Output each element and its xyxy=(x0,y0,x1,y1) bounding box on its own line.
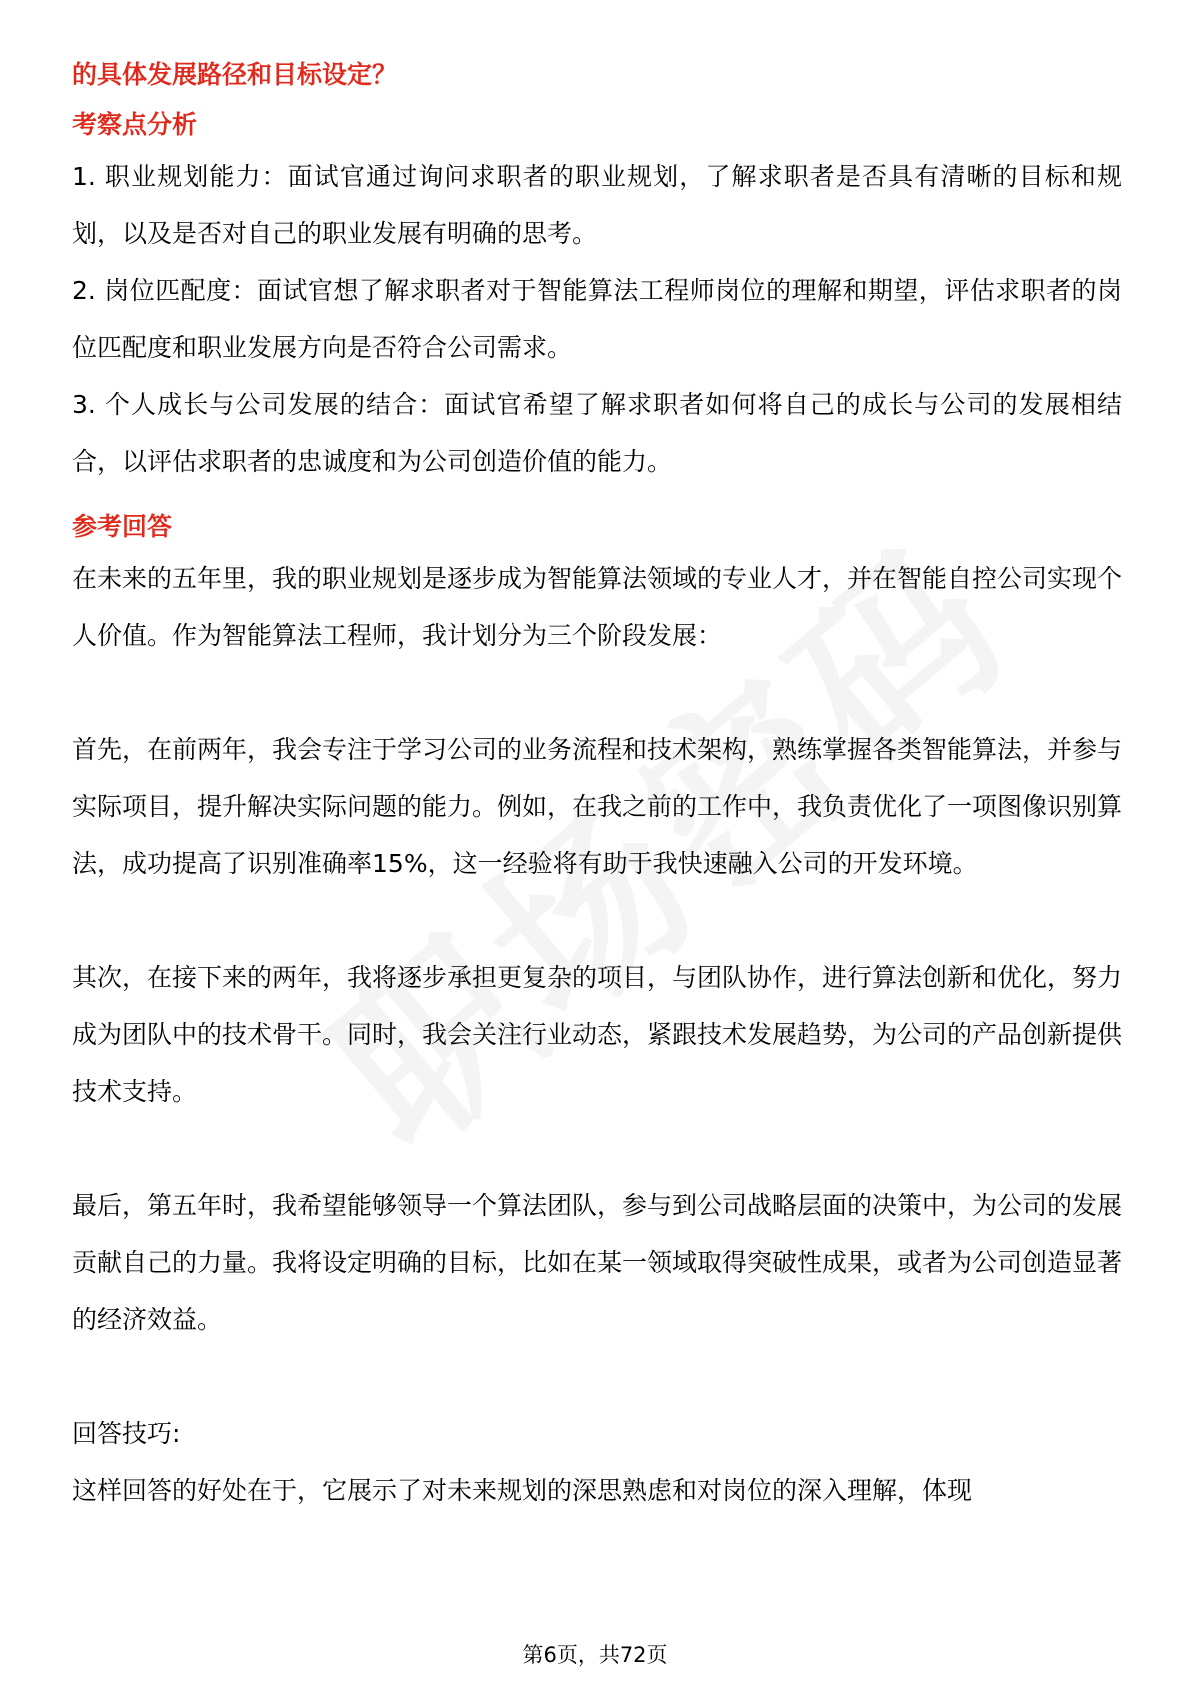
analysis-point-3: 3. 个人成长与公司发展的结合：面试官希望了解求职者如何将自己的成长与公司的发展相结合，以评估求职者的忠诚度和为公司创造价值的能力。 xyxy=(72,390,1122,476)
analysis-heading: 考察点分析 xyxy=(72,110,198,139)
paragraph-gap xyxy=(72,1348,1122,1405)
analysis-point-1: 1. 职业规划能力：面试官通过询问求职者的职业规划，了解求职者是否具有清晰的目标和规划，以及是否对自己的职业发展有明确的思考。 xyxy=(72,162,1122,248)
analysis-point-2: 2. 岗位匹配度：面试官想了解求职者对于智能算法工程师岗位的理解和期望，评估求职者的岗位匹配度和职业发展方向是否符合公司需求。 xyxy=(72,276,1122,362)
page-number: 第6页，共72页 xyxy=(522,1643,668,1667)
reference-paragraph-2: 首先，在前两年，我会专注于学习公司的业务流程和技术架构，熟练掌握各类智能算法，并参与实际项目，提升解决实际问题的能力。例如，在我之前的工作中，我负责优化了一项图像识别算法，成功提高了识别准确率15%，这一经验将有助于我快速融入公司的开发环境。 xyxy=(72,735,1123,878)
reference-paragraph-3: 其次，在接下来的两年，我将逐步承担更复杂的项目，与团队协作，进行算法创新和优化，努力成为团队中的技术骨干。同时，我会关注行业动态，紧跟技术发展趋势，为公司的产品创新提供技术支持。 xyxy=(72,963,1123,1106)
document-page xyxy=(72,58,1122,1519)
tips-heading: 回答技巧: xyxy=(72,1419,181,1448)
tips-text: 这样回答的好处在于，它展示了对未来规划的深思熟虑和对岗位的深入理解，体现 xyxy=(72,1476,973,1505)
paragraph-gap xyxy=(72,1120,1122,1177)
reference-paragraph-1: 在未来的五年里，我的职业规划是逐步成为智能算法领域的专业人才，并在智能自控公司实现个人价值。作为智能算法工程师，我计划分为三个阶段发展： xyxy=(72,564,1123,650)
continued-title: 的具体发展路径和目标设定？ xyxy=(72,60,398,89)
reference-paragraph-4: 最后，第五年时，我希望能够领导一个算法团队，参与到公司战略层面的决策中，为公司的发展贡献自己的力量。我将设定明确的目标，比如在某一领域取得突破性成果，或者为公司创造显著的经济效益。 xyxy=(72,1191,1123,1334)
reference-heading: 参考回答 xyxy=(72,512,173,541)
paragraph-gap xyxy=(72,892,1122,949)
paragraph-gap xyxy=(72,664,1122,721)
